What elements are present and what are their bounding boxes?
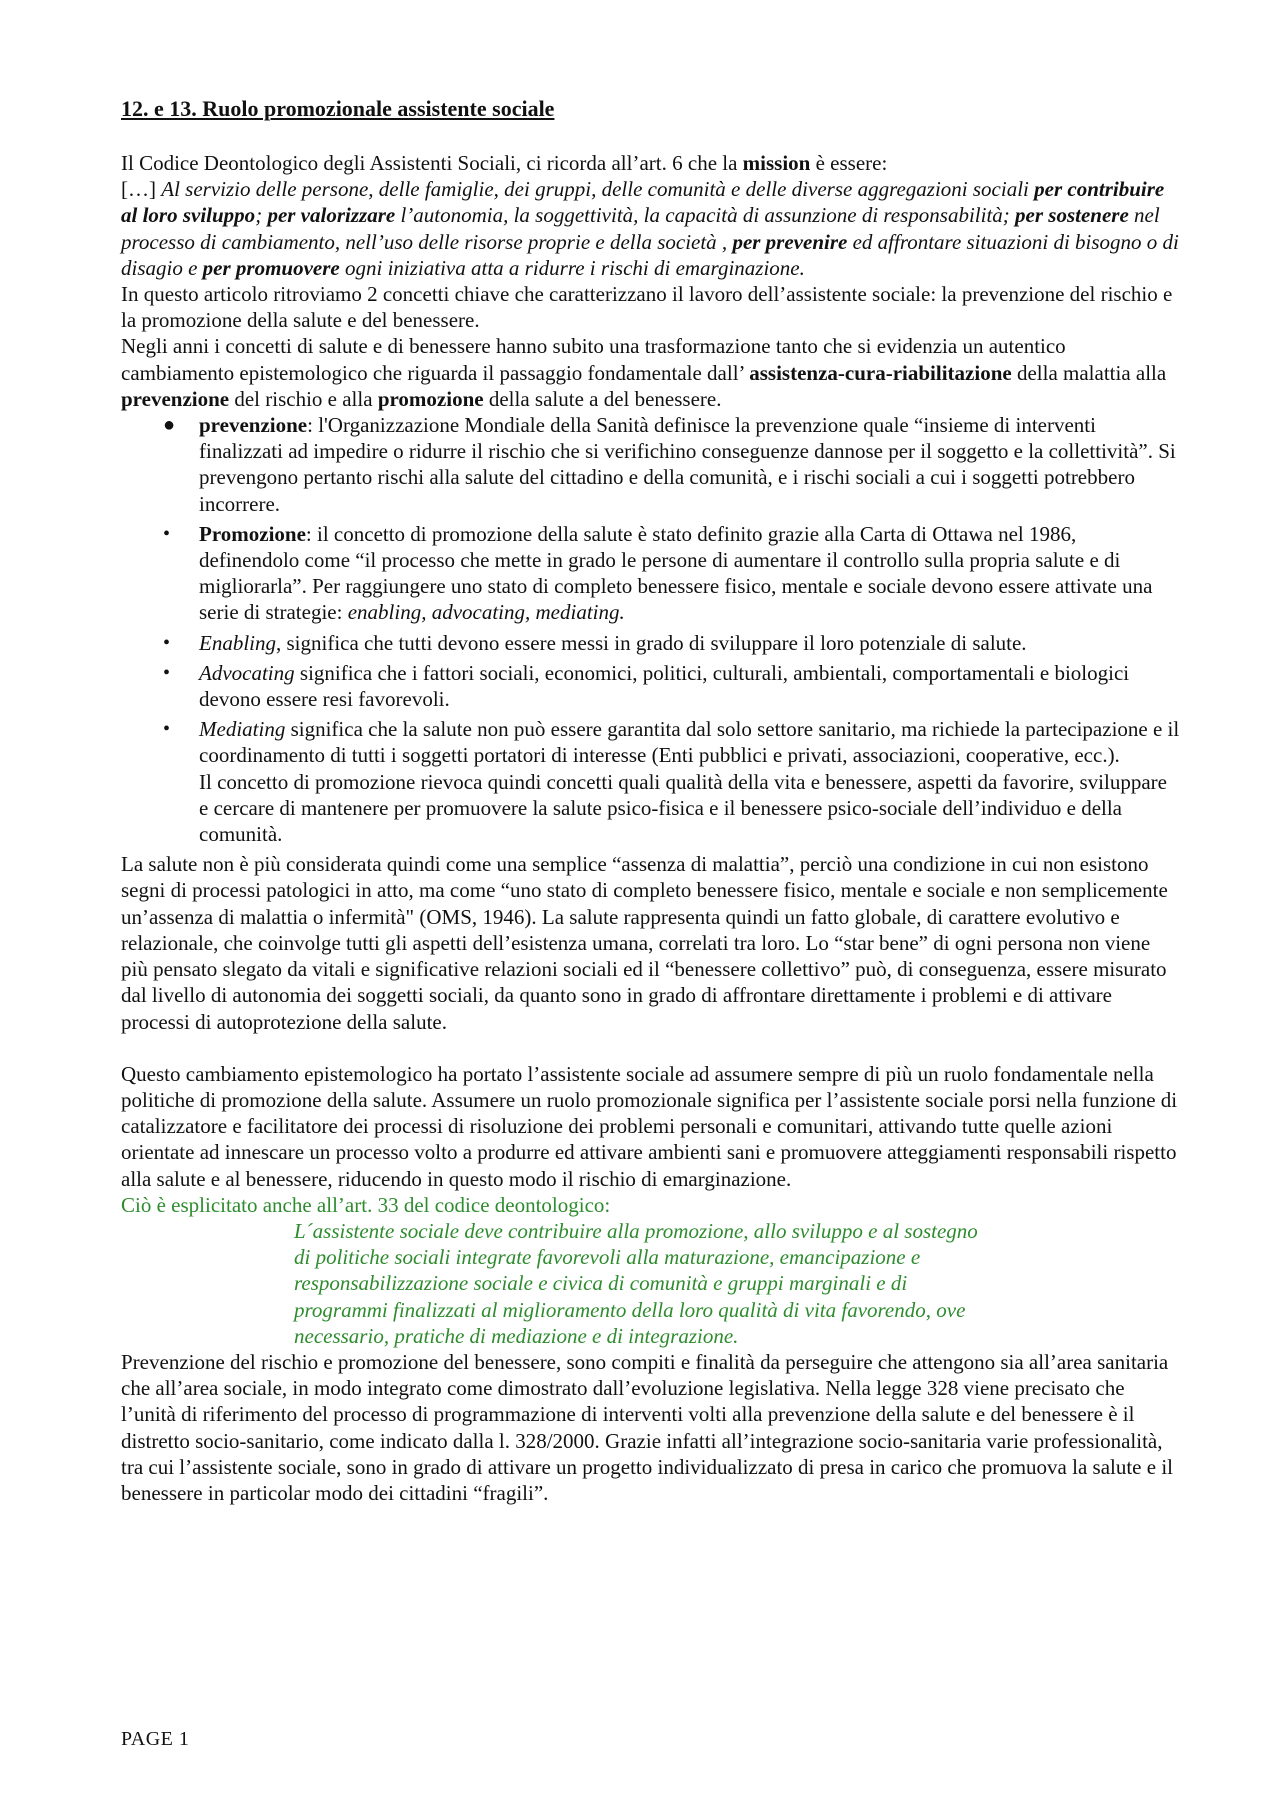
list-item-enabling <box>121 630 1181 656</box>
blank-line <box>121 1035 1181 1061</box>
bullet-icon: ● <box>163 414 176 437</box>
mission-text: nel processo di cambiamento, nell’uso delle risorse proprie e della società , <box>121 203 1160 254</box>
intro-paragraph <box>121 150 1181 176</box>
bullet-term: prevenzione <box>199 413 308 438</box>
text-run: della malattia alla <box>1011 360 1167 385</box>
bold-term: prevenzione <box>121 386 230 411</box>
bullet-text: , significa che tutti devono essere messi in grado di sviluppare il loro potenziale di salute. <box>276 630 1027 655</box>
list-item-advocating <box>121 660 1181 712</box>
mission-key-phrase: per promuovere <box>202 255 340 280</box>
document-body <box>121 96 1181 1506</box>
mission-key-phrase: per contribuire al loro sviluppo <box>121 177 1165 228</box>
bullet-icon: • <box>163 522 171 545</box>
paragraph-key-concepts: In questo articolo ritroviamo 2 concetti chiave che caratterizzano il lavoro dell’assistente sociale: la prevenzione del rischio e la promozione della salute e del benessere. <box>121 282 1173 333</box>
document-title: 12. e 13. Ruolo promozionale assistente sociale <box>121 96 555 121</box>
bullet-term: Mediating <box>199 717 286 742</box>
mission-key-phrase: per prevenire <box>732 229 848 254</box>
page-footer: PAGE 1 <box>121 1728 190 1750</box>
bullet-text: : l'Organizzazione Mondiale della Sanità definisce la prevenzione quale “insieme di interventi finalizzati ad impedire o ridurre il rischio che si verifichino conseguenze dannose per il soggetto e la collettività”. Si prevengono pertanto rischi alla salute del cittadino e della comunità, e i rischi sociali a cui i soggetti potrebbero incorrere. <box>199 413 1176 516</box>
bullet-text: significa che i fattori sociali, economici, politici, culturali, ambientali, comportamentali e biologici devono essere resi favorevoli. <box>199 660 1130 712</box>
mission-key-phrase: per valorizzare <box>267 203 396 228</box>
list-item-prevenzione <box>121 412 1181 517</box>
bullet-text: significa che la salute non può essere garantita dal solo settore sanitario, ma richiede la partecipazione e il coordinamento di tutti i soggetti portatori di interesse (Enti pubblici e privati, associazioni, cooperative, ecc.). <box>199 717 1180 768</box>
paragraph-integration: Prevenzione del rischio e promozione del benessere, sono compiti e finalità da perseguire che attengono sia all’area sanitaria che all’area sociale, in modo integrato come dimostrato dall’evoluzione legislativa. Nella legge 328 viene precisato che l’unità di riferimento del processo di programmazione di interventi volti alla prevenzione della salute e del benessere è il distretto socio-sanitario, come indicato dalla l. 328/2000. Grazie infatti all’integrazione socio-sanitaria varie professionalità, tra cui l’assistente sociale, sono in grado di attivare un progetto individualizzato di presa in carico che promuova la salute e il benessere in particolar modo dei cittadini “fragili”. <box>121 1349 1173 1505</box>
text-run: del rischio e alla <box>229 386 378 411</box>
intro-text: Il Codice Deontologico degli Assistenti Sociali, ci ricorda all’art. 6 che la <box>121 151 743 175</box>
paragraph-promotional-role: Questo cambiamento epistemologico ha portato l’assistente sociale ad assumere sempre di più un ruolo fondamentale nella politiche di promozione della salute. Assumere un ruolo promozionale significa per l’assistente sociale porsi nella funzione di catalizzatore e facilitatore dei processi di risoluzione dei problemi personali e comunitari, attivando tutte quelle azioni orientate ad innescare un processo volto a produrre ed attivare ambienti sani e promuovere atteggiamenti responsabili rispetto alla salute e al benessere, riducendo in questo modo il rischio di emarginazione. <box>121 1061 1178 1191</box>
ellipsis-mark: […] <box>121 177 162 202</box>
mission-text: Al servizio delle persone, delle famiglie, dei gruppi, delle comunità e delle diverse aggregazioni sociali <box>161 177 1035 202</box>
bullet-extra-text: Il concetto di promozione rievoca quindi concetti quali qualità della vita e benessere, aspetti da favorire, sviluppare e cercare di mantenere per promuovere la salute psico-fisica e il benessere psico-sociale dell’individuo e della comunità. <box>199 769 1167 847</box>
strategies-list: enabling, advocating, mediating. <box>347 600 625 625</box>
bold-term: assistenza-cura-riabilitazione <box>749 360 1012 385</box>
bullet-term: Enabling <box>199 630 276 655</box>
bullet-icon: • <box>163 631 171 654</box>
mission-quote <box>121 176 1181 281</box>
mission-text: ed affrontare situazioni di bisogno o di disagio e <box>121 229 1179 280</box>
bullet-term: Advocating <box>199 660 295 685</box>
paragraph-health-definition: La salute non è più considerata quindi come una semplice “assenza di malattia”, perciò una condizione in cui non esistono segni di processi patologici in atto, ma come “uno stato di completo benessere fisico, mentale e sociale e non semplicemente un’assenza di malattia o infermità" (OMS, 1946). La salute rappresenta quindi un fatto globale, di carattere evolutivo e relazionale, che coinvolge tutti gli aspetti dell’esistenza umana, correlati tra loro. Lo “star bene” di ogni persona non viene più pensato slegato da vitali e significative relazioni sociali ed il “benessere collettivo” può, di conseguenza, essere misurato dal livello di autonomia dei soggetti sociali, da quanto sono in grado di affrontare direttamente i problemi e di attivare processi di autoprotezione della salute. <box>121 852 1168 1034</box>
bullet-icon: • <box>163 718 171 741</box>
bullet-list <box>121 412 1181 847</box>
mission-term: mission <box>742 151 811 175</box>
mission-text: l’autonomia, la soggettività, la capacità di assunzione di responsabilità; <box>395 203 1016 228</box>
text-run: della salute a del benessere. <box>483 386 722 411</box>
list-item-mediating <box>121 716 1181 847</box>
bullet-term: Promozione <box>199 521 306 546</box>
mission-text: ; <box>255 203 268 228</box>
text-run: Negli anni i concetti di salute e di benessere hanno subito una trasformazione tanto che si evidenzia un autentico cambiamento epistemologico che riguarda il passaggio fondamentale dall’ <box>121 334 1066 385</box>
list-item-promozione <box>121 521 1181 626</box>
art33-intro: Ciò è esplicitato anche all’art. 33 del codice deontologico: <box>121 1192 611 1217</box>
mission-key-phrase: per sostenere <box>1015 203 1129 228</box>
bold-term: promozione <box>377 386 484 411</box>
art33-quote: L´assistente sociale deve contribuire alla promozione, allo sviluppo e al sostegno di politiche sociali integrate favorevoli alla maturazione, emancipazione e responsabilizzazione sociale e civica di comunità e gruppi marginali e di programmi finalizzati al miglioramento della loro qualità di vita favorendo, ove necessario, pratiche di mediazione e di integrazione. <box>294 1218 978 1348</box>
mission-text: ogni iniziativa atta a ridurre i rischi di emarginazione. <box>339 255 805 280</box>
intro-text-end: è essere: <box>810 151 888 175</box>
paragraph-epistemological-change <box>121 333 1181 412</box>
bullet-icon: • <box>163 661 171 684</box>
bullet-text: : il concetto di promozione della salute è stato definito grazie alla Carta di Ottawa nel 1986, definendolo come “il processo che mette in grado le persone di aumentare il controllo sulla propria salute e di migliorarla”. Per raggiungere uno stato di completo benessere fisico, mentale e sociale devono essere attivate una serie di strategie: <box>199 521 1153 625</box>
